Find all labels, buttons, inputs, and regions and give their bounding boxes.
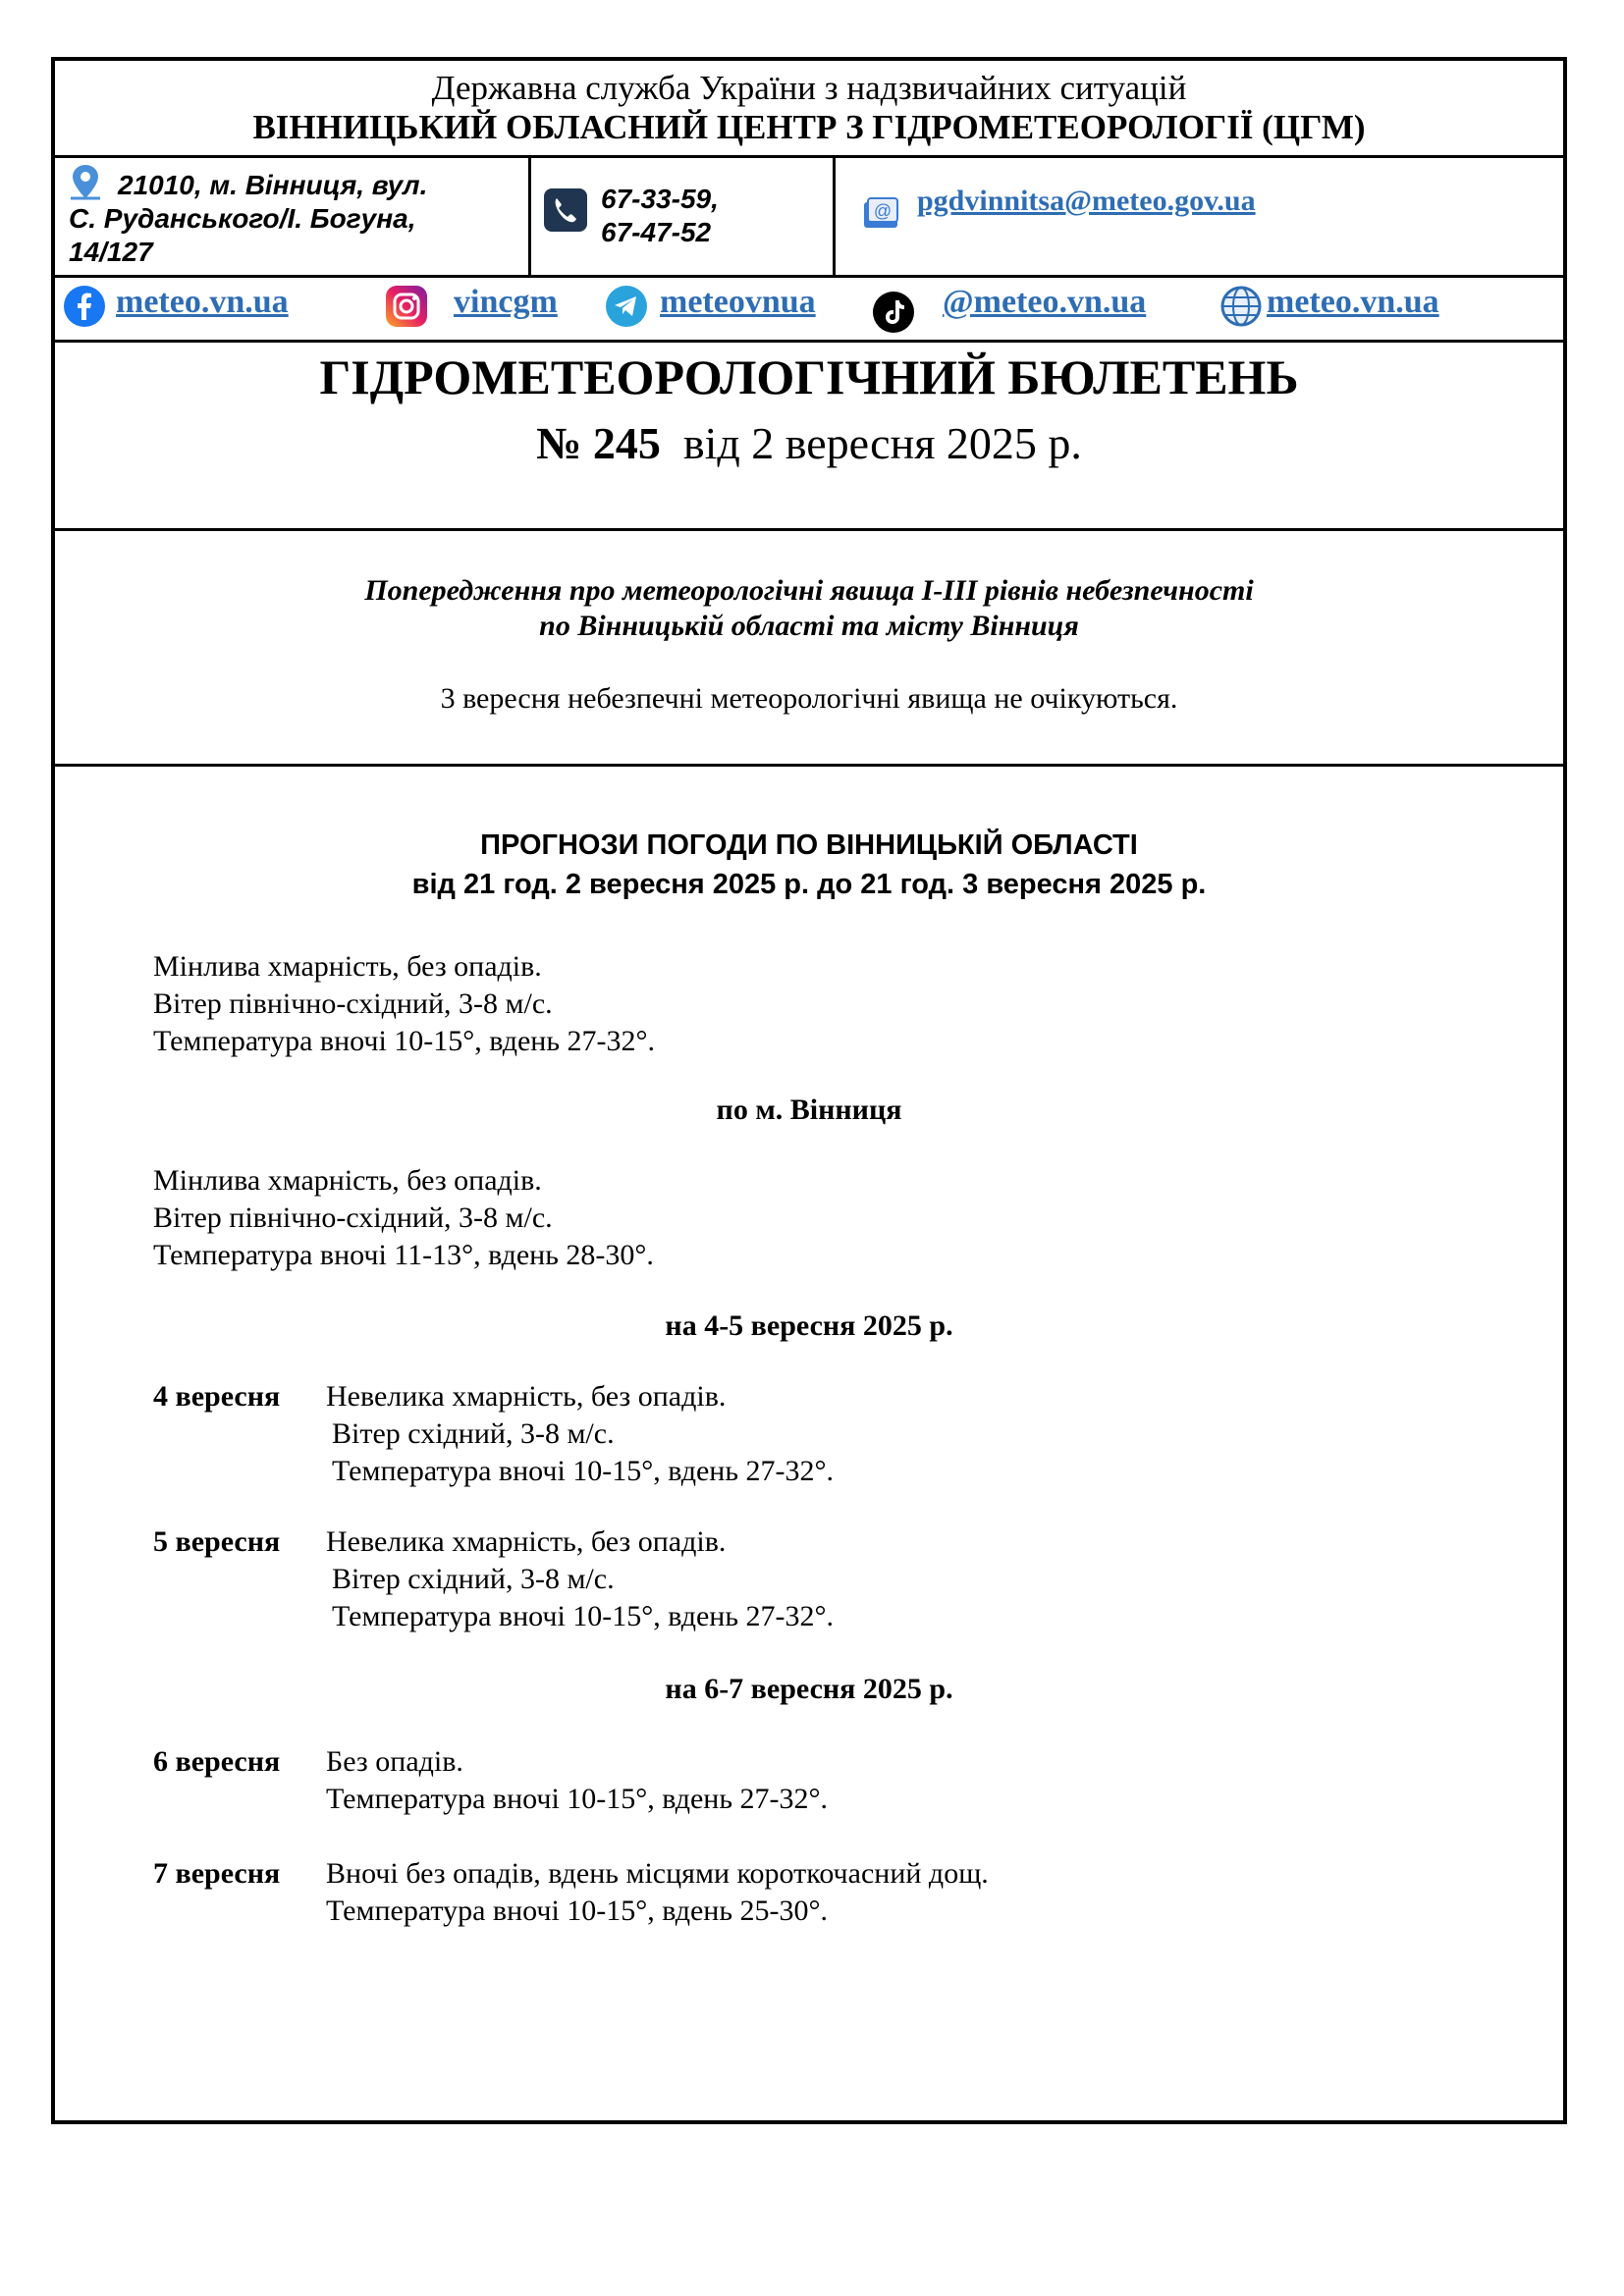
divider xyxy=(55,275,1563,278)
address-line-3: 14/127 xyxy=(69,237,153,267)
day6-line-2: Температура вночі 10-15°, вдень 27-32°. xyxy=(326,1783,828,1815)
city-line-3: Температура вночі 11-13°, вдень 28-30°. xyxy=(153,1239,654,1271)
center-name: ВІННИЦЬКИЙ ОБЛАСНИЙ ЦЕНТР З ГІДРОМЕТЕОРОЛОГІЇ (ЦГМ) xyxy=(252,108,1366,146)
day7-line-2: Температура вночі 10-15°, вдень 25-30°. xyxy=(326,1895,828,1927)
email-icon xyxy=(862,196,901,232)
instagram-icon xyxy=(385,285,428,328)
svg-text:@: @ xyxy=(873,201,893,221)
warning-title-line-1: Попередження про метеорологічні явища I-III рівнів небезпечності xyxy=(364,574,1254,607)
location-pin-icon xyxy=(69,163,102,202)
day6-label: 6 вересня xyxy=(153,1745,281,1778)
day6-line-1: Без опадів. xyxy=(326,1745,463,1778)
period2-title: на 4-5 вересня 2025 р. xyxy=(665,1309,953,1342)
instagram-link[interactable]: vincgm xyxy=(454,284,558,320)
day5-line-3: Температура вночі 10-15°, вдень 27-32°. xyxy=(332,1600,834,1632)
facebook-icon xyxy=(63,285,106,328)
region-line-2: Вітер північно-східний, 3-8 м/с. xyxy=(153,988,553,1020)
telegram-icon xyxy=(605,285,648,328)
divider xyxy=(55,340,1563,343)
address-line-2: С. Руданського/І. Богуна, xyxy=(69,203,416,234)
divider xyxy=(55,528,1563,531)
forecast-title: ПРОГНОЗИ ПОГОДИ ПО ВІННИЦЬКІЙ ОБЛАСТІ xyxy=(480,829,1138,861)
bulletin-title: ГІДРОМЕТЕОРОЛОГІЧНИЙ БЮЛЕТЕНЬ xyxy=(319,349,1299,404)
phone-icon xyxy=(544,188,587,232)
region-line-3: Температура вночі 10-15°, вдень 27-32°. xyxy=(153,1025,655,1057)
website-link[interactable]: meteo.vn.ua xyxy=(1267,284,1439,320)
forecast-period: від 21 год. 2 вересня 2025 р. до 21 год. 3 вересня 2025 р. xyxy=(411,869,1207,900)
city-line-1: Мінлива хмарність, без опадів. xyxy=(153,1164,542,1197)
day5-line-2: Вітер східний, 3-8 м/с. xyxy=(332,1563,615,1595)
day7-label: 7 вересня xyxy=(153,1857,281,1890)
day4-line-1: Невелика хмарність, без опадів. xyxy=(326,1380,727,1413)
day5-label: 5 вересня xyxy=(153,1525,281,1558)
city-title: по м. Вінниця xyxy=(716,1094,902,1126)
telegram-link[interactable]: meteovnua xyxy=(660,284,816,320)
bulletin-number: № 245 xyxy=(536,418,661,468)
divider xyxy=(55,764,1563,767)
phone-line-1: 67-33-59, xyxy=(601,184,719,214)
region-line-1: Мінлива хмарність, без опадів. xyxy=(153,950,542,983)
bulletin-frame xyxy=(51,57,1567,2124)
day4-line-2: Вітер східний, 3-8 м/с. xyxy=(332,1417,615,1450)
bulletin-date: від 2 вересня 2025 р. xyxy=(682,418,1082,468)
day7-line-1: Вночі без опадів, вдень місцями короткочасний дощ. xyxy=(326,1857,989,1890)
phone-line-2: 67-47-52 xyxy=(601,217,712,247)
facebook-link[interactable]: meteo.vn.ua xyxy=(116,284,289,320)
tiktok-icon xyxy=(872,291,915,334)
address-line-1: 21010, м. Вінниця, вул. xyxy=(118,170,428,200)
day4-line-3: Температура вночі 10-15°, вдень 27-32°. xyxy=(332,1455,834,1487)
warning-title-line-2: по Вінницькій області та місту Вінниця xyxy=(539,610,1079,642)
divider xyxy=(55,155,1563,158)
day5-line-1: Невелика хмарність, без опадів. xyxy=(326,1525,727,1558)
divider xyxy=(833,155,836,275)
tiktok-link[interactable]: @meteo.vn.ua xyxy=(943,284,1147,320)
day4-label: 4 вересня xyxy=(153,1380,281,1413)
email-link[interactable]: pgdvinnitsa@meteo.gov.ua xyxy=(917,185,1256,217)
warning-text: 3 вересня небезпечні метеорологічні явища не очікуються. xyxy=(440,682,1178,715)
period3-title: на 6-7 вересня 2025 р. xyxy=(665,1673,953,1705)
bulletin-issue xyxy=(55,416,1563,471)
agency-name: Державна служба України з надзвичайних ситуацій xyxy=(431,69,1187,107)
globe-icon xyxy=(1219,285,1263,328)
city-line-2: Вітер північно-східний, 3-8 м/с. xyxy=(153,1201,553,1234)
divider xyxy=(528,155,531,275)
